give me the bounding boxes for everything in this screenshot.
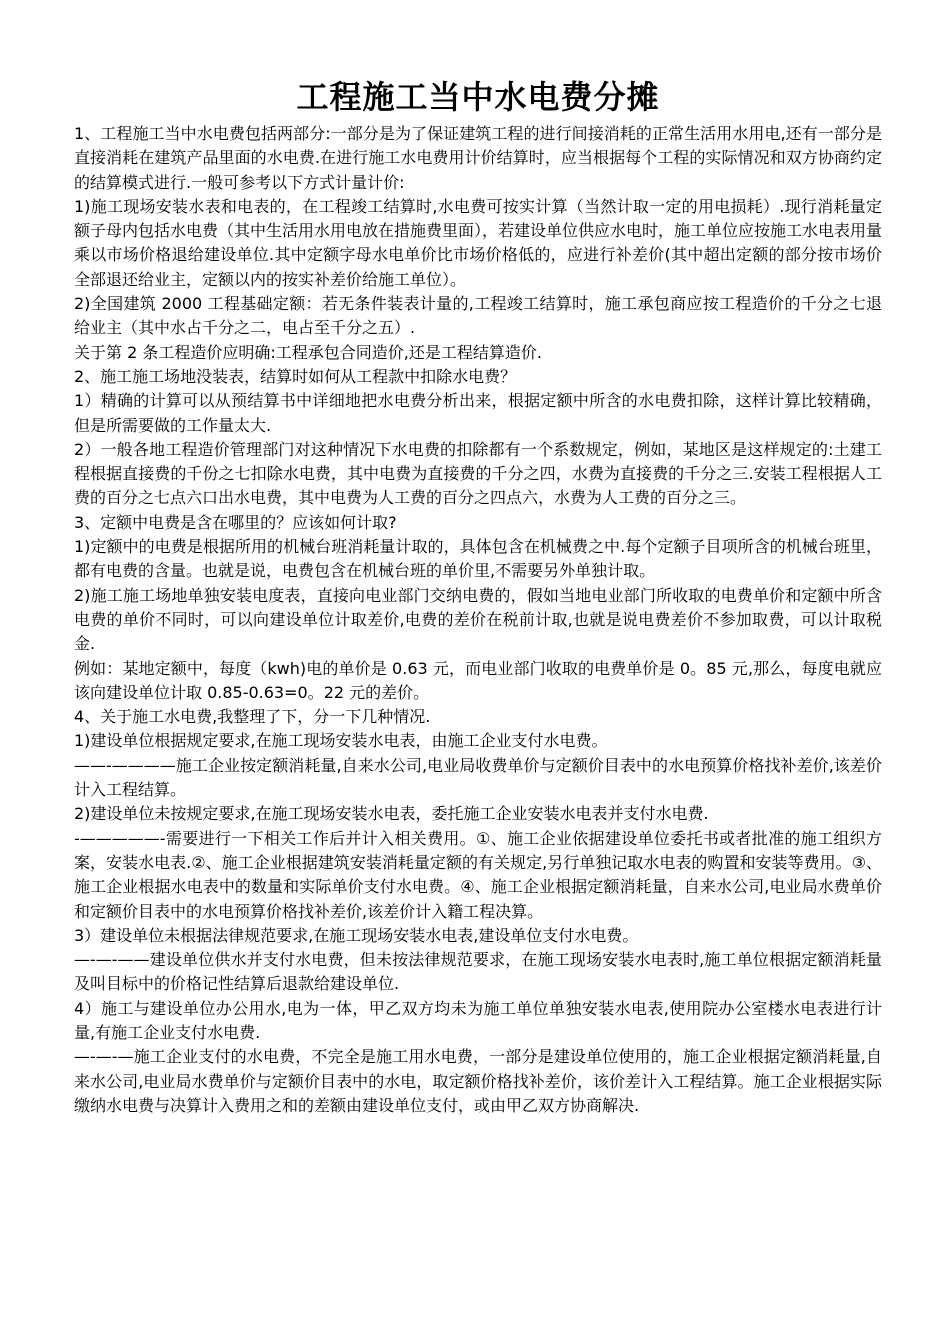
paragraph: 1)建设单位根据规定要求,在施工现场安装水电表，由施工企业支付水电费。 [74, 731, 608, 751]
document-page [74, 72, 882, 1118]
paragraph: 1)定额中的电费是根据所用的机械台班消耗量计取的，具体包含在机械费之中.每个定额子目项所含的机械台班里，都有电费的含量。也就是说，电费包含在机械台班的单价里,不需要另外单独计取。 [74, 537, 882, 581]
paragraph: -—————-需要进行一下相关工作后并计入相关费用。①、施工企业依据建设单位委托书或者批准的施工组织方案，安装水电表.②、施工企业根据建筑安装消耗量定额的有关规定,另行单独记取水电表的购置和安装等费用。③、施工企业根据水电表中的数量和实际单价支付水电费。④、施工企业根据定额消耗量，自来水公司,电业局水费单价和定额价目表中的水电预算价格找补差价,该差价计入籍工程决算。 [74, 828, 882, 921]
paragraph: 1）精确的计算可以从预结算书中详细地把水电费分析出来，根据定额中所含的水电费扣除，这样计算比较精确，但是所需要做的工作量太大. [74, 391, 882, 435]
paragraph: 1、工程施工当中水电费包括两部分:一部分是为了保证建筑工程的进行间接消耗的正常生活用水用电,还有一部分是直接消耗在建筑产品里面的水电费.在进行施工水电费用计价结算时，应当根据每个工程的实际情况和双方协商约定的结算模式进行.一般可参考以下方式计量计价: [74, 124, 882, 192]
document-body [74, 122, 882, 1118]
paragraph: 1)施工现场安装水表和电表的，在工程竣工结算时,水电费可按实计算（当然计取一定的用电损耗）.现行消耗量定额子母内包括水电费（其中生活用水用电放在措施费里面），若建设单位供应水电时，施工单位应按施工水电表用量乘以市场价格退给建设单位.其中定额字母水电单价比市场价格低的，应进行补差价(其中超出定额的部分按市场价全部退还给业主，定额以内的按实补差价给施工单位）。 [74, 196, 883, 289]
paragraph: 关于第 2 条工程造价应明确:工程承包合同造价,还是工程结算造价. [74, 342, 542, 362]
paragraph: —-—-—施工企业支付的水电费，不完全是施工用水电费，一部分是建设单位使用的，施工企业根据定额消耗量,自来水公司,电业局水费单价与定额价目表中的水电，取定额价格找补差价，该价差计入工程结算。施工企业根据实际缴纳水电费与决算计入费用之和的差额由建设单位支付，或由甲乙双方协商解决. [74, 1047, 882, 1115]
paragraph: 2、施工施工场地没装表，结算时如何从工程款中扣除水电费？ [74, 366, 517, 386]
paragraph: 4）施工与建设单位办公用水,电为一体，甲乙双方均未为施工单位单独安装水电表,使用院办公室楼水电表进行计量,有施工企业支付水电费. [74, 998, 882, 1042]
paragraph: 4、关于施工水电费,我整理了下，分一下几种情况. [74, 707, 431, 727]
paragraph: —-—-——建设单位供水并支付水电费，但未按法律规范要求，在施工现场安装水电表时,施工单位根据定额消耗量及叫目标中的价格记性结算后退款给建设单位. [74, 950, 882, 994]
paragraph: 3、定额中电费是含在哪里的？应该如何计取? [74, 512, 397, 532]
paragraph: 3）建设单位未根据法律规范要求,在施工现场安装水电表,建设单位支付水电费。 [74, 925, 639, 945]
paragraph: ——-————施工企业按定额消耗量,自来水公司,电业局收费单价与定额价目表中的水电预算价格找补差价,该差价计入工程结算。 [74, 755, 882, 800]
paragraph: 2)施工施工场地单独安装电度表，直接向电业部门交纳电费的，假如当地电业部门所收取的电费单价和定额中所含电费的单价不同时，可以向建设单位计取差价,电费的差价在税前计取,也就是说电费差价不参加取费，可以计取税金. [74, 585, 882, 654]
document-title: 工程施工当中水电费分摊 [296, 78, 660, 116]
paragraph: 2)建设单位未按规定要求,在施工现场安装水电表，委托施工企业安装水电表并支付水电费. [74, 804, 709, 824]
paragraph: 2）一般各地工程造价管理部门对这种情况下水电费的扣除都有一个系数规定，例如，某地区是这样规定的:土建工程根据直接费的千份之七扣除水电费，其中电费为直接费的千分之四，水费为直接费的千分之三.安装工程根据人工费的百分之七点六口出水电费，其中电费为人工费的百分之四点六，水费为人工费的百分之三。 [74, 439, 882, 508]
paragraph: 2)全国建筑 2000 工程基础定额：若无条件装表计量的,工程竣工结算时，施工承包商应按工程造价的千分之七退给业主（其中水占千分之二，电占至千分之五）. [74, 294, 882, 338]
paragraph: 例如：某地定额中，每度（kwh)电的单价是 0.63 元，而电业部门收取的电费单价是 0。85 元,那么，每度电就应该向建设单位计取 0.85-0.63=0。22 元的差价。 [74, 658, 882, 702]
